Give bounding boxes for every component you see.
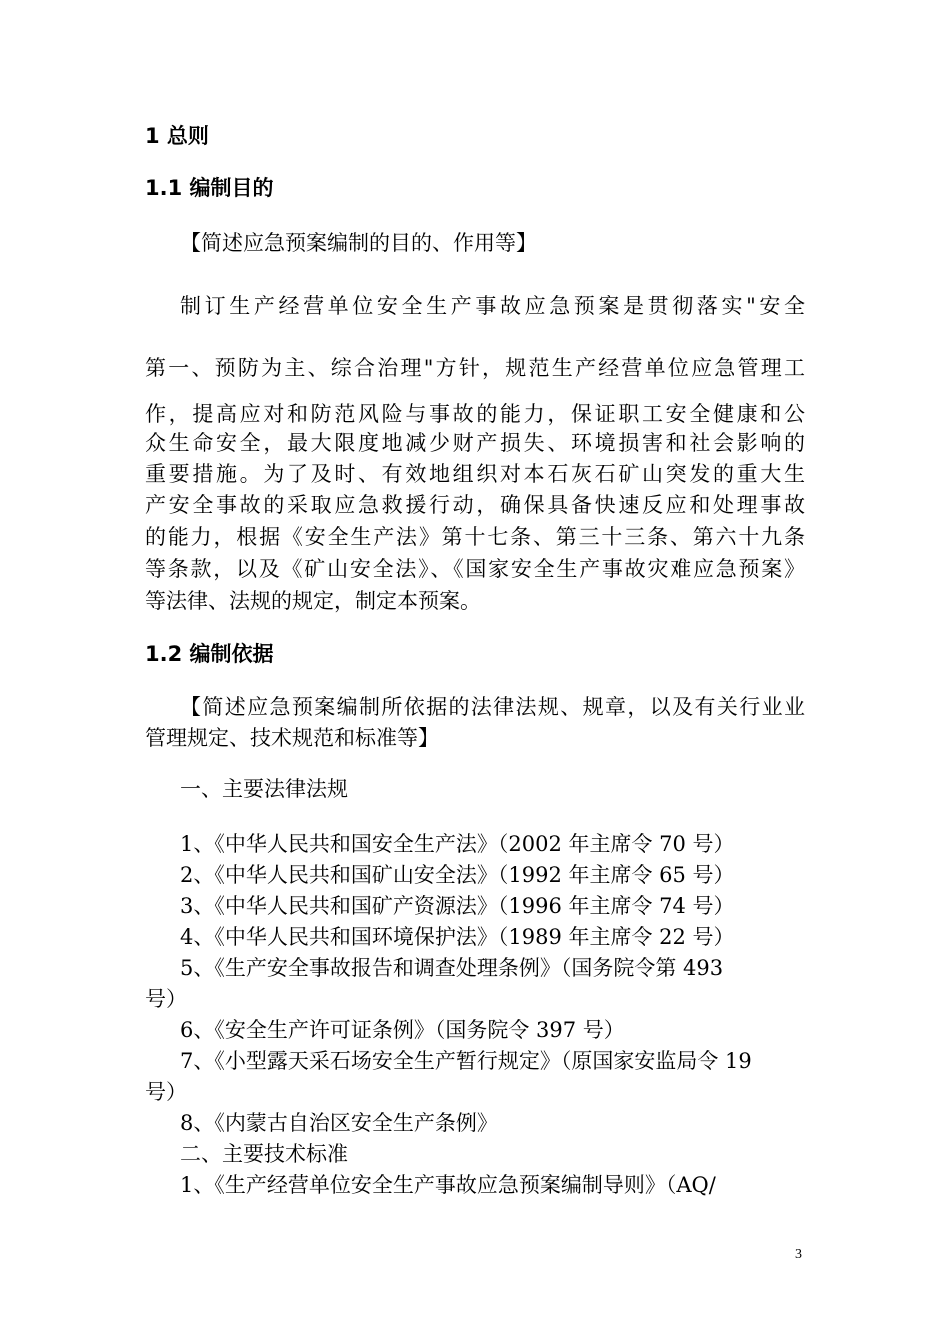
list-item: 1、《中华人民共和国安全生产法》（2002 年主席令 70 号）: [180, 832, 735, 856]
list-item: 2、《中华人民共和国矿山安全法》（1992 年主席令 65 号）: [180, 863, 735, 887]
subsection-heading-purpose: 1.1 编制目的: [145, 176, 274, 200]
standards-heading: 二、主要技术标准: [180, 1142, 348, 1166]
purpose-note: 【简述应急预案编制的目的、作用等】: [180, 231, 537, 255]
list-item: 5、《生产安全事故报告和调查处理条例》（国务院令第 493: [180, 956, 724, 980]
laws-heading: 一、主要法律法规: [180, 777, 348, 801]
page-number: 3: [795, 1247, 802, 1262]
paragraph-line: 等条款，以及《矿山安全法》、《国家安全生产事故灾难应急预案》: [145, 557, 805, 581]
subsection-heading-basis: 1.2 编制依据: [145, 642, 274, 666]
paragraph-line: 产安全事故的采取应急救援行动，确保具备快速反应和处理事故: [145, 493, 805, 517]
paragraph-line: 作，提高应对和防范风险与事故的能力，保证职工安全健康和公: [145, 402, 805, 426]
note-line: 管理规定、技术规范和标准等】: [145, 726, 439, 750]
list-item-continuation: 号）: [145, 987, 187, 1011]
note-line: 【简述应急预案编制所依据的法律法规、规章，以及有关行业业: [180, 695, 805, 719]
paragraph-line: 第一、预防为主、综合治理"方针，规范生产经营单位应急管理工: [145, 356, 805, 380]
list-item-continuation: 号）: [145, 1080, 187, 1104]
list-item: 4、《中华人民共和国环境保护法》（1989 年主席令 22 号）: [180, 925, 735, 949]
paragraph-line: 等法律、法规的规定，制定本预案。: [145, 589, 481, 613]
list-item: 6、《安全生产许可证条例》（国务院令 397 号）: [180, 1018, 625, 1042]
paragraph-line: 重要措施。为了及时、有效地组织对本石灰石矿山突发的重大生: [145, 462, 805, 486]
paragraph-line: 制订生产经营单位安全生产事故应急预案是贯彻落实"安全: [180, 294, 805, 318]
section-heading: 1 总则: [145, 124, 209, 148]
list-item: 3、《中华人民共和国矿产资源法》（1996 年主席令 74 号）: [180, 894, 735, 918]
list-item: 1、《生产经营单位安全生产事故应急预案编制导则》（AQ/: [180, 1173, 716, 1197]
paragraph-line: 众生命安全，最大限度地减少财产损失、环境损害和社会影响的: [145, 431, 805, 455]
list-item: 7、《小型露天采石场安全生产暂行规定》（原国家安监局令 19: [180, 1049, 752, 1073]
paragraph-line: 的能力，根据《安全生产法》第十七条、第三十三条、第六十九条: [145, 525, 805, 549]
list-item: 8、《内蒙古自治区安全生产条例》: [180, 1111, 498, 1135]
